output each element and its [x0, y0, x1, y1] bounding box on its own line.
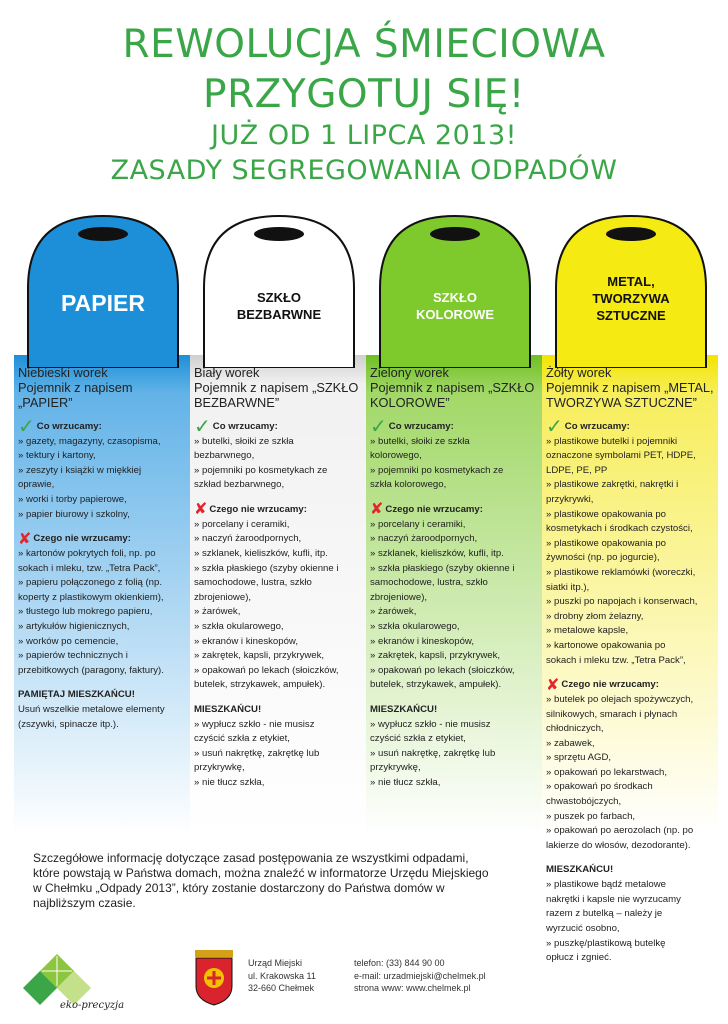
- yes-section-title: [194, 416, 362, 439]
- allowed-item: żywności (np. po jogurcie),: [546, 552, 660, 564]
- forbidden-item: » opakowań po lekarstwach,: [546, 766, 668, 778]
- note-item: nakrętki i kapsle nie wyrzucamy: [546, 893, 681, 905]
- contact-block: [354, 957, 486, 995]
- forbidden-item: » żarówek,: [370, 606, 417, 618]
- address-line: Urząd Miejski: [248, 958, 303, 968]
- title-line-2: PRZYGOTUJ SIĘ!: [203, 72, 525, 117]
- column-text: [370, 365, 538, 791]
- note-item: przykrywkę,: [370, 762, 421, 774]
- allowed-item: » pojemniki po kosmetykach ze: [370, 464, 504, 476]
- column-text: [18, 365, 186, 732]
- forbidden-item: » szkła płaskiego (szyby okienne i: [370, 562, 515, 574]
- forbidden-item: » artykułów higienicznych,: [18, 620, 130, 632]
- forbidden-item: » puszek po farbach,: [546, 810, 636, 822]
- forbidden-item: samochodowe, lustra, szkło: [370, 577, 488, 589]
- logo-text: eko-precyzja: [60, 1000, 125, 1011]
- note-title: PAMIĘTAJ MIESZKAŃCU!: [18, 689, 135, 701]
- forbidden-item: chłodniczych,: [546, 723, 604, 735]
- forbidden-item: » naczyń żaroodpornych,: [370, 533, 478, 545]
- note-item: wyrzucić osobno,: [546, 922, 620, 934]
- address-line: ul. Krakowska 11: [248, 970, 316, 981]
- allowed-item: » pojemniki po kosmetykach ze: [194, 464, 328, 476]
- allowed-item: » worki i torby papierowe,: [18, 494, 127, 506]
- forbidden-item: » worków po cemencie,: [18, 635, 119, 647]
- bag-color-text: Biały worek: [194, 365, 260, 380]
- forbidden-item: » szklanek, kieliszków, kufli, itp.: [370, 547, 504, 559]
- note-item: opłucz i zgnieć.: [546, 952, 612, 964]
- note-item: (zszywki, spinacze itp.).: [18, 718, 119, 730]
- yes-title-text: Co wrzucamy:: [388, 421, 454, 432]
- allowed-item: » tektury i kartony,: [18, 450, 96, 462]
- bin-papier: [18, 208, 188, 368]
- allowed-item: siatki itp.),: [546, 581, 590, 593]
- bin-szklo-bezbarwne: [194, 208, 364, 368]
- cross-icon: ✘: [194, 501, 208, 519]
- allowed-item: » drobny złom żelazny,: [546, 610, 644, 622]
- allowed-item: » plastikowe opakowania po: [546, 508, 667, 520]
- forbidden-item: » szkła płaskiego (szyby okienne i: [194, 562, 339, 574]
- note-item: czyścić szkła z etykiet,: [194, 733, 290, 745]
- title-line-3: JUŻ OD 1 LIPCA 2013!: [211, 120, 517, 151]
- allowed-item: » metalowe kapsle,: [546, 625, 629, 637]
- note-item: » nie tłucz szkła,: [370, 776, 441, 788]
- forbidden-item: » szkła okularowego,: [194, 620, 284, 632]
- bin-label-szklo-2: SZKŁO: [432, 290, 478, 305]
- column-metal-tworzywa: [542, 365, 716, 1015]
- cross-icon: ✘: [18, 530, 32, 548]
- forbidden-item: » opakowań po lekach (słoiczków,: [370, 664, 515, 676]
- bag-color-text: Zielony worek: [370, 365, 449, 380]
- bin-blue-icon: [18, 208, 188, 368]
- note-item: » puszkę/plastikową butelkę: [546, 937, 666, 949]
- forbidden-item: » ekranów i kineskopów,: [194, 635, 298, 647]
- allowed-item: » zeszyty i książki w miękkiej: [18, 464, 142, 476]
- forbidden-item: zbrojeniowe),: [370, 591, 428, 603]
- bag-color-text: Żółty worek: [546, 365, 612, 380]
- allowed-item: » plastikowe butelki i pojemniki: [546, 435, 678, 447]
- forbidden-item: » zakrętek, kapsli, przykrywek,: [370, 650, 501, 662]
- address-block: [248, 957, 316, 995]
- footer-info-text: Szczegółowe informację dotyczące zasad postępowania ze wszystkimi odpadami, które powstają w Państwa domach, można znaleźć w informatorze Urzędu Miejskiego w Chełmku „Odpady 2013”, który zostanie dostarczony do Państwa domów w najbliższym czasie.: [33, 851, 489, 910]
- container-text: Pojemnik z napisem „SZKŁO: [194, 380, 359, 395]
- note-item: » usuń nakrętkę, zakrętkę lub: [194, 747, 320, 759]
- no-section-title: [194, 503, 362, 518]
- forbidden-item: » żarówek,: [194, 606, 241, 618]
- allowed-item: » papier biurowy i szkolny,: [18, 508, 130, 520]
- allowed-item: » kartonowe opakowania po: [546, 640, 666, 652]
- container-name-text: TWORZYWA SZTUCZNE”: [546, 395, 697, 410]
- column-text: [194, 365, 362, 791]
- container-text: Pojemnik z napisem „SZKŁO: [370, 380, 535, 395]
- address-line: 32-660 Chełmek: [248, 983, 315, 993]
- forbidden-item: chwastobójczych,: [546, 796, 622, 808]
- allowed-item: » plastikowe opakowania po: [546, 537, 667, 549]
- allowed-item: » butelki, słoiki ze szkła: [194, 435, 294, 447]
- bin-label-szklo: SZKŁO: [256, 290, 302, 305]
- yes-section-title: [546, 416, 714, 439]
- no-title-text: Czego nie wrzucamy:: [33, 533, 131, 545]
- cross-icon: ✘: [370, 501, 384, 519]
- container-text: Pojemnik z napisem „METAL,: [546, 380, 714, 395]
- forbidden-item: » opakowań po lekach (słoiczków,: [194, 664, 339, 676]
- bin-label-sztuczne: SZTUCZNE: [596, 308, 666, 323]
- bin-label-metal: METAL,: [607, 274, 655, 289]
- note-title: MIESZKAŃCU!: [194, 703, 262, 715]
- forbidden-item: » papieru połączonego z folią (np.: [18, 577, 163, 589]
- allowed-item: oznaczone symbolami PET, HDPE,: [546, 450, 696, 462]
- allowed-item: kolorowego,: [370, 450, 422, 462]
- title-line-1: REWOLUCJA ŚMIECIOWA: [122, 22, 606, 67]
- allowed-item: » plastikowe reklamówki (woreczki,: [546, 567, 696, 579]
- yes-title-text: Co wrzucamy:: [36, 421, 102, 432]
- bin-green-icon: [370, 208, 540, 368]
- forbidden-item: » szklanek, kieliszków, kufli, itp.: [194, 547, 328, 559]
- chelmek-crest: [193, 950, 235, 1006]
- note-item: » wypłucz szkło - nie musisz: [370, 718, 491, 730]
- forbidden-item: » tłustego lub mokrego papieru,: [18, 606, 153, 618]
- forbidden-item: » szkła okularowego,: [370, 620, 460, 632]
- yes-title-text: Co wrzucamy:: [212, 421, 278, 432]
- forbidden-item: » zakrętek, kapsli, przykrywek,: [194, 650, 325, 662]
- bin-label-kolorowe: KOLOROWE: [416, 307, 494, 322]
- forbidden-item: lakierze do włosów, dezodorante).: [546, 839, 691, 851]
- forbidden-item: silnikowych, smarach i płynach: [546, 708, 678, 720]
- container-text: Pojemnik z napisem: [18, 380, 133, 395]
- yes-section-title: [18, 416, 186, 439]
- bin-label-bezbarwne: BEZBARWNE: [236, 307, 322, 322]
- allowed-item: szkła kolorowego,: [370, 479, 447, 491]
- note-item: Usuń wszelkie metalowe elementy: [18, 704, 165, 716]
- allowed-item: » butelki, słoiki ze szkła: [370, 435, 470, 447]
- yes-section-title: [370, 416, 538, 439]
- forbidden-item: butelek, strzykawek, ampułek).: [370, 679, 502, 691]
- check-icon: ✓: [546, 416, 563, 439]
- forbidden-item: » opakowań po aerozolach (np. po: [546, 825, 694, 837]
- allowed-item: szkład bezbarwnego,: [194, 479, 285, 491]
- note-title: MIESZKAŃCU!: [546, 864, 614, 876]
- forbidden-item: » zabawek,: [546, 737, 595, 749]
- note-item: przykrywkę,: [194, 762, 245, 774]
- column-text: [546, 365, 714, 966]
- title-line-4: ZASADY SEGREGOWANIA ODPADÓW: [110, 155, 618, 186]
- forbidden-item: samochodowe, lustra, szkło: [194, 577, 312, 589]
- check-icon: ✓: [18, 416, 35, 439]
- note-item: razem z butelką – należy je: [546, 908, 663, 920]
- contact-email[interactable]: e-mail: urzadmiejski@chelmek.pl: [354, 970, 486, 981]
- no-section-title: [370, 503, 538, 518]
- check-icon: ✓: [370, 416, 387, 439]
- allowed-item: » gazety, magazyny, czasopisma,: [18, 435, 161, 447]
- bin-szklo-kolorowe: [370, 208, 540, 368]
- column-papier: [14, 365, 188, 835]
- allowed-item: » puszki po napojach i konserwach,: [546, 596, 698, 608]
- bin-white-icon: [194, 208, 364, 368]
- allowed-item: » plastikowe zakrętki, nakrętki i: [546, 479, 679, 491]
- bin-label-tworzywa: TWORZYWA: [592, 291, 670, 306]
- note-item: » usuń nakrętkę, zakrętkę lub: [370, 747, 496, 759]
- forbidden-item: » naczyń żaroodpornych,: [194, 533, 302, 545]
- cross-icon: ✘: [546, 676, 560, 694]
- forbidden-item: » kartonów pokrytych foli, np. po: [18, 547, 156, 559]
- note-item: » nie tłucz szkła,: [194, 776, 265, 788]
- allowed-item: kosmetykach i środkach czystości,: [546, 523, 693, 535]
- no-section-title: [546, 678, 714, 693]
- allowed-item: sokach i mleku tzw. „Tetra Pack”,: [546, 654, 686, 666]
- forbidden-item: butelek, strzykawek, ampułek).: [194, 679, 326, 691]
- allowed-item: przykrywki,: [546, 494, 594, 506]
- bin-metal-tworzywa: [546, 208, 716, 368]
- forbidden-item: » porcelany i ceramiki,: [194, 518, 290, 530]
- forbidden-item: » porcelany i ceramiki,: [370, 518, 466, 530]
- bin-label-papier: PAPIER: [61, 290, 145, 316]
- forbidden-item: przebitkowych (paragony, faktury).: [18, 664, 164, 676]
- container-name-text: KOLOROWE”: [370, 395, 450, 410]
- forbidden-item: koperty z plastikowym okienkiem),: [18, 591, 164, 603]
- allowed-item: bezbarwnego,: [194, 450, 255, 462]
- column-szklo-bezbarwne: [190, 365, 364, 835]
- no-title-text: Czego nie wrzucamy:: [385, 504, 483, 516]
- check-icon: ✓: [194, 416, 211, 439]
- container-name-text: „PAPIER”: [18, 395, 73, 410]
- note-item: » plastikowe bądź metalowe: [546, 879, 666, 891]
- forbidden-item: » butelek po olejach spożywczych,: [546, 693, 694, 705]
- bag-color-text: Niebieski worek: [18, 365, 108, 380]
- crest-icon: [193, 950, 235, 1006]
- no-title-text: Czego nie wrzucamy:: [561, 679, 659, 691]
- forbidden-item: » sprzętu AGD,: [546, 752, 612, 764]
- container-name-text: BEZBARWNE”: [194, 395, 280, 410]
- forbidden-item: sokach i mleku, tzw. „Tetra Pack”,: [18, 562, 161, 574]
- no-title-text: Czego nie wrzucamy:: [209, 504, 307, 516]
- allowed-item: LDPE, PE, PP: [546, 464, 608, 476]
- forbidden-item: zbrojeniowe),: [194, 591, 252, 603]
- note-item: » wypłucz szkło - nie musisz: [194, 718, 315, 730]
- yes-title-text: Co wrzucamy:: [564, 421, 630, 432]
- no-section-title: [18, 532, 186, 547]
- contact-website[interactable]: strona www: www.chelmek.pl: [354, 983, 471, 993]
- forbidden-item: » ekranów i kineskopów,: [370, 635, 474, 647]
- forbidden-item: » opakowań po środkach: [546, 781, 653, 793]
- allowed-item: oprawie,: [18, 479, 55, 491]
- contact-phone: telefon: (33) 844 90 00: [354, 958, 445, 968]
- column-szklo-kolorowe: [366, 365, 540, 835]
- note-title: MIESZKAŃCU!: [370, 703, 438, 715]
- note-item: czyścić szkła z etykiet,: [370, 733, 466, 745]
- forbidden-item: » papierów technicznych i: [18, 650, 128, 662]
